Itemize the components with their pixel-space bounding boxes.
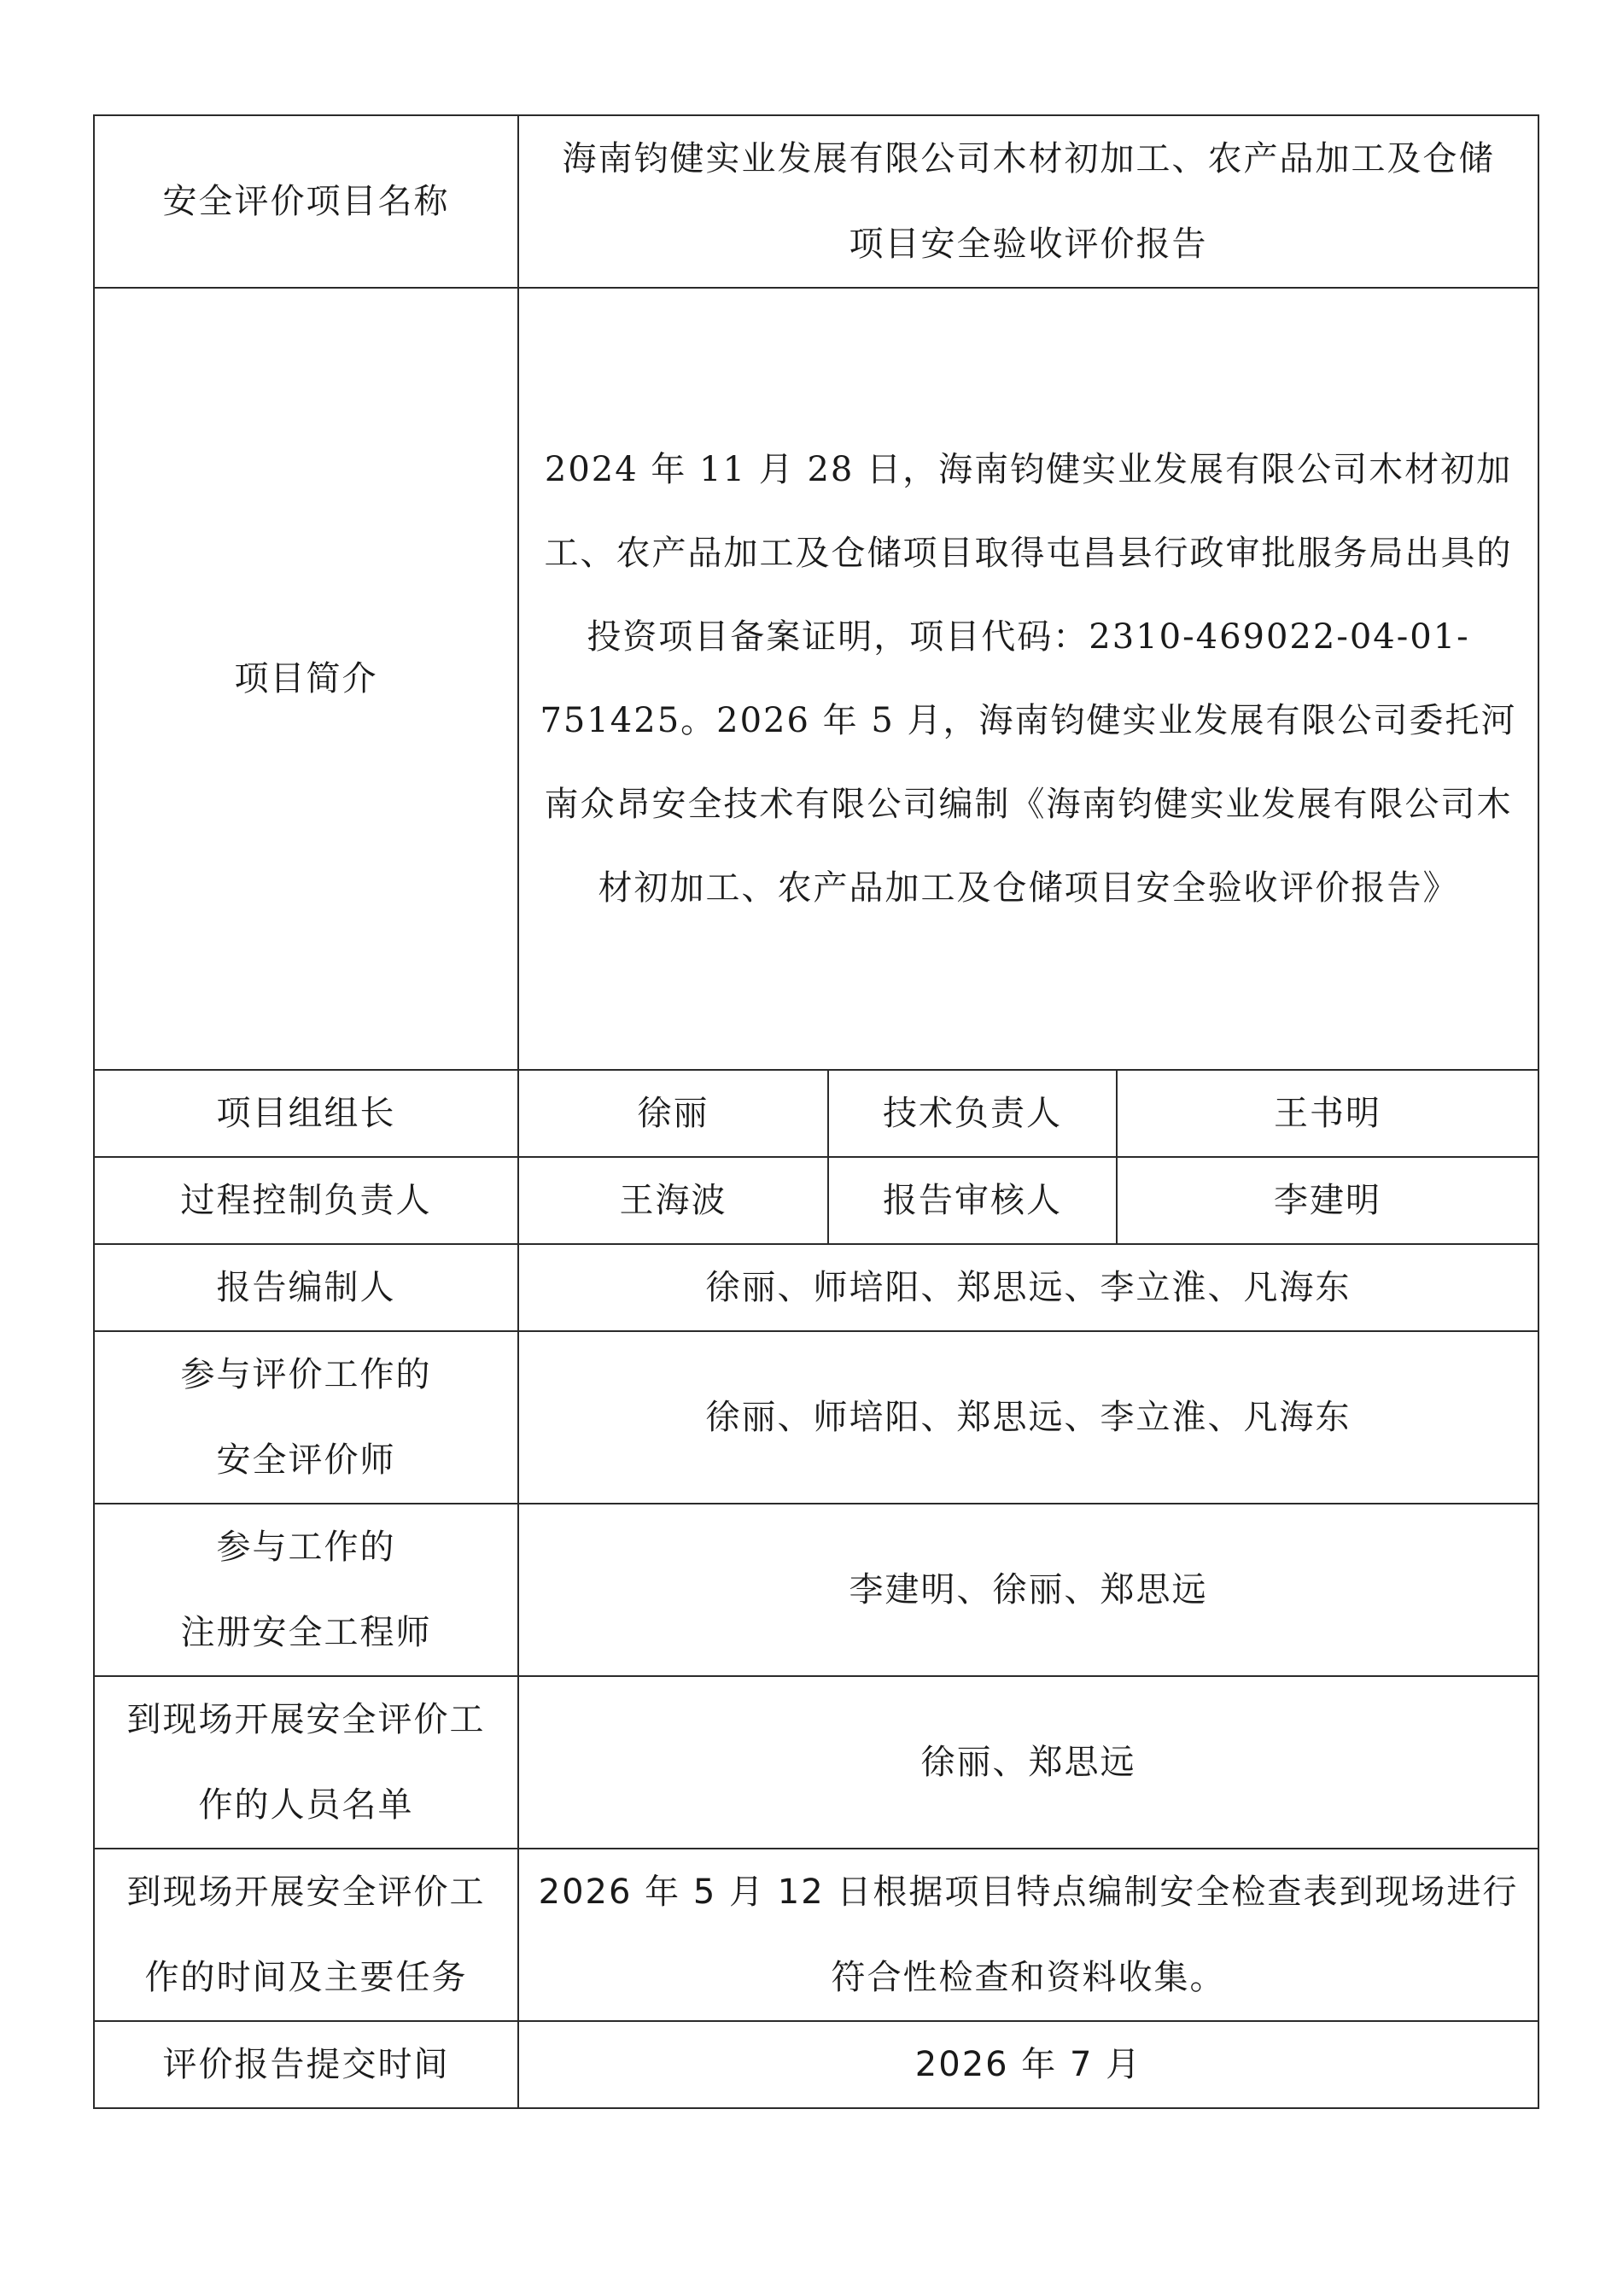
row-submission — [94, 2021, 1538, 2108]
row-project-name — [94, 115, 1538, 288]
engineers-label-line-1: 参与工作的 — [216, 1528, 396, 1567]
project-name-label: 安全评价项目名称 — [94, 115, 518, 288]
intro-text: 2024 年 11 月 28 日，海南钧健实业发展有限公司木材初加工、农产品加工及仓储项目取得屯昌县行政审批服务局出具的投资项目备案证明，项目代码：2310-469022-04-01-751425。2026 年 5 月，海南钧健实业发展有限公司委托河南众昂安全技术有限公司编制《海南钧健实业发展有限公司木材初加工、农产品加工及仓储项目安全验收评价报告》 — [518, 288, 1538, 1070]
process-control-label: 过程控制负责人 — [94, 1157, 518, 1244]
tech-lead-value: 王书明 — [1117, 1070, 1538, 1157]
project-info-table — [93, 114, 1539, 2109]
row-onsite-time — [94, 1849, 1538, 2021]
submission-label: 评价报告提交时间 — [94, 2021, 518, 2108]
evaluators-label-line-2: 安全评价师 — [216, 1440, 396, 1480]
process-control-value: 王海波 — [518, 1157, 828, 1244]
tech-lead-label: 技术负责人 — [828, 1070, 1117, 1157]
onsite-time-line-1: 2026 年 5 月 12 日根据项目特点编制安全检查表到现场进行 — [538, 1872, 1519, 1912]
submission-value: 2026 年 7 月 — [518, 2021, 1538, 2108]
onsite-time-label-line-1: 到现场开展安全评价工 — [126, 1872, 486, 1912]
onsite-staff-label-line-2: 作的人员名单 — [198, 1785, 414, 1825]
row-engineers — [94, 1504, 1538, 1676]
row-onsite-staff — [94, 1676, 1538, 1849]
engineers-label-line-2: 注册安全工程师 — [180, 1613, 432, 1652]
project-name-line-1: 海南钧健实业发展有限公司木材初加工、农产品加工及仓储 — [562, 139, 1495, 178]
project-name-line-2: 项目安全验收评价报告 — [849, 225, 1208, 264]
evaluators-label-line-1: 参与评价工作的 — [180, 1355, 432, 1394]
onsite-staff-label-line-1: 到现场开展安全评价工 — [126, 1700, 486, 1739]
compilers-value: 徐丽、师培阳、郑思远、李立淮、凡海东 — [518, 1244, 1538, 1331]
evaluators-label — [94, 1331, 518, 1504]
onsite-time-label-line-2: 作的时间及主要任务 — [144, 1958, 468, 1997]
row-process-control — [94, 1157, 1538, 1244]
row-compilers — [94, 1244, 1538, 1331]
onsite-time-value — [518, 1849, 1538, 2021]
evaluators-value: 徐丽、师培阳、郑思远、李立淮、凡海东 — [518, 1331, 1538, 1504]
onsite-time-line-2: 符合性检查和资料收集。 — [831, 1958, 1226, 1997]
team-leader-value: 徐丽 — [518, 1070, 828, 1157]
row-team-leader — [94, 1070, 1538, 1157]
onsite-staff-label — [94, 1676, 518, 1849]
engineers-label — [94, 1504, 518, 1676]
reviewer-label: 报告审核人 — [828, 1157, 1117, 1244]
compilers-label: 报告编制人 — [94, 1244, 518, 1331]
intro-label: 项目简介 — [94, 288, 518, 1070]
project-name-value — [518, 115, 1538, 288]
onsite-time-label — [94, 1849, 518, 2021]
row-evaluators — [94, 1331, 1538, 1504]
team-leader-label: 项目组组长 — [94, 1070, 518, 1157]
reviewer-value: 李建明 — [1117, 1157, 1538, 1244]
row-intro — [94, 288, 1538, 1070]
onsite-staff-value: 徐丽、郑思远 — [518, 1676, 1538, 1849]
engineers-value: 李建明、徐丽、郑思远 — [518, 1504, 1538, 1676]
